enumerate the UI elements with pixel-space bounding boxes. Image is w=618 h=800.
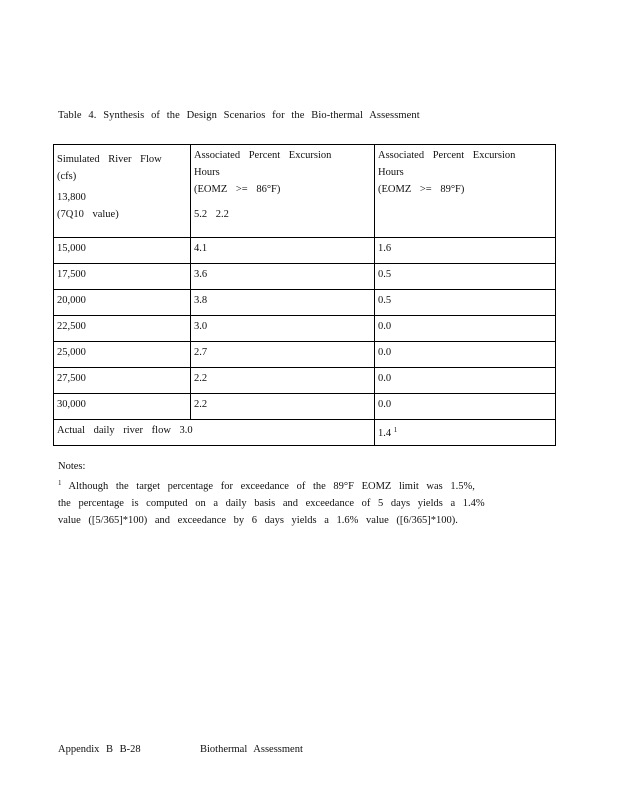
table-row xyxy=(54,368,556,394)
header-86-line-1: Associated Percent Excursion xyxy=(194,150,332,161)
table-caption: Table 4. Synthesis of the Design Scenarios for the Bio-thermal Assessment xyxy=(58,110,420,121)
excursion-89-cell: 0.0 xyxy=(375,368,556,394)
table-row xyxy=(54,342,556,368)
header-89-cell xyxy=(375,145,556,238)
flow-cell: 17,500 xyxy=(54,264,191,290)
flow-cell: 20,000 xyxy=(54,290,191,316)
actual-flow-89-cell xyxy=(375,420,556,446)
first-row-flow-note: (7Q10 value) xyxy=(57,209,119,220)
table-row xyxy=(54,394,556,420)
table-row xyxy=(54,316,556,342)
excursion-89-cell: 0.0 xyxy=(375,394,556,420)
table-header-row xyxy=(54,145,556,238)
header-86-cell xyxy=(191,145,375,238)
footer-right: Biothermal Assessment xyxy=(200,744,303,755)
page-footer xyxy=(58,744,303,755)
actual-flow-89-value: 1.4 xyxy=(378,428,392,439)
header-86-line-3: (EOMZ >= 86°F) xyxy=(194,184,281,195)
footer-left: Appendix B B-28 xyxy=(58,744,141,755)
excursion-89-cell: 0.5 xyxy=(375,264,556,290)
first-row-flow: 13,800 xyxy=(57,192,86,203)
header-flow-line-2: (cfs) xyxy=(57,171,77,182)
flow-cell: 25,000 xyxy=(54,342,191,368)
footnote-text-block xyxy=(58,475,488,529)
header-89-line-2: Hours xyxy=(378,167,404,178)
excursion-89-cell: 1.6 xyxy=(375,238,556,264)
excursion-86-cell: 3.8 xyxy=(191,290,375,316)
header-flow-line-1: Simulated River Flow xyxy=(57,154,162,165)
header-flow-cell xyxy=(54,145,191,238)
excursion-86-cell: 3.6 xyxy=(191,264,375,290)
excursion-89-cell: 0.5 xyxy=(375,290,556,316)
actual-flow-row xyxy=(54,420,556,446)
flow-cell: 22,500 xyxy=(54,316,191,342)
table-row xyxy=(54,264,556,290)
notes-section xyxy=(58,458,488,529)
header-86-line-2: Hours xyxy=(194,167,220,178)
excursion-86-cell: 3.0 xyxy=(191,316,375,342)
excursion-86-cell: 2.7 xyxy=(191,342,375,368)
actual-flow-label: Actual daily river flow 3.0 xyxy=(54,420,375,446)
flow-cell: 15,000 xyxy=(54,238,191,264)
notes-title: Notes: xyxy=(58,461,86,472)
excursion-89-cell: 0.0 xyxy=(375,342,556,368)
excursion-86-cell: 4.1 xyxy=(191,238,375,264)
flow-cell: 27,500 xyxy=(54,368,191,394)
header-89-line-1: Associated Percent Excursion xyxy=(378,150,516,161)
header-89-line-3: (EOMZ >= 89°F) xyxy=(378,184,465,195)
footnote-ref: 1 xyxy=(393,426,398,434)
footnote-mark: 1 xyxy=(58,479,62,487)
excursion-86-cell: 2.2 xyxy=(191,394,375,420)
table-row xyxy=(54,290,556,316)
excursion-89-cell: 0.0 xyxy=(375,316,556,342)
first-row-86-value: 5.2 2.2 xyxy=(194,209,229,220)
footnote-text: Although the target percentage for exceedance of the 89°F EOMZ limit was 1.5%, the percentage is computed on a daily basis and exceedance of 5 days yields a 1.4% value ([5/365]*100) and exceedance by 6 days yields a 1.6% value ([6/365]*100). xyxy=(58,481,485,526)
excursion-86-cell: 2.2 xyxy=(191,368,375,394)
design-scenarios-table xyxy=(53,144,556,446)
flow-cell: 30,000 xyxy=(54,394,191,420)
table-row xyxy=(54,238,556,264)
